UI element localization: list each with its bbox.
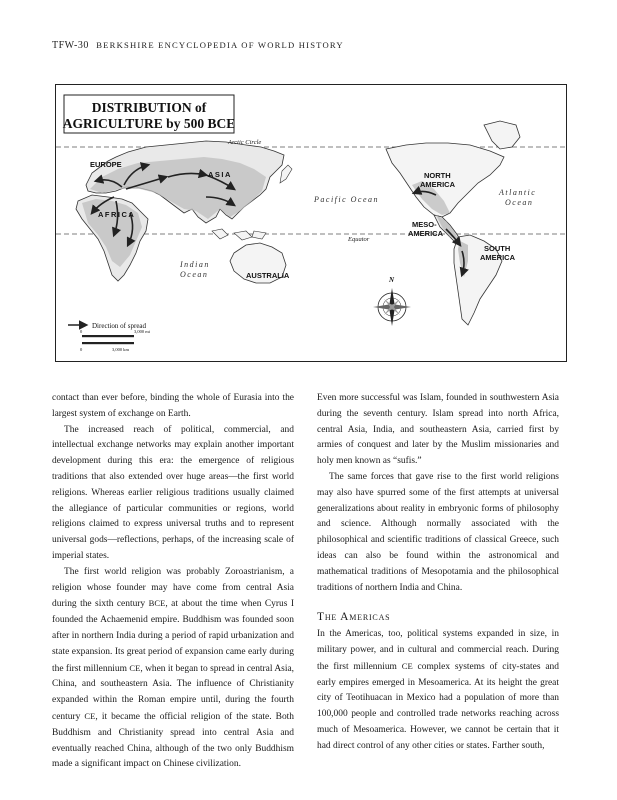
scale-mi-zero: 0: [80, 329, 83, 334]
label-asia: ASIA: [208, 170, 232, 179]
japan-islands: [280, 165, 292, 183]
running-head: [52, 40, 344, 51]
label-south-america-1: SOUTH: [484, 244, 511, 253]
greenland-landmass: [484, 121, 520, 149]
label-meso-america-2: AMERICA: [408, 229, 443, 238]
label-australia: AUSTRALIA: [246, 271, 290, 280]
equator-label: Equator: [348, 236, 370, 243]
scale-km-value: 3,000 km: [112, 347, 130, 352]
page-number: TFW-30: [52, 40, 89, 51]
map-title-line1: DISTRIBUTION of: [91, 100, 207, 115]
label-north-america-2: AMERICA: [420, 180, 455, 189]
label-atlantic-2: Ocean: [505, 198, 534, 207]
section-heading-americas: The Americas: [317, 611, 391, 624]
label-indian-2: Ocean: [180, 270, 209, 279]
label-europe: EUROPE: [90, 160, 122, 169]
label-meso-america-1: MESO-: [412, 220, 437, 229]
publication-title: BERKSHIRE ENCYCLOPEDIA OF WORLD HISTORY: [96, 40, 344, 50]
arctic-circle-label: Arctic Circle: [228, 139, 262, 146]
right-paragraph-1: Even more successful was Islam, founded in southwestern Asia during the seventh century. Islam spread into north Africa, central Asia, India, and southeastern Asia, carried first by armies of conquest and later by the Muslim missionaries and holy men known as “sufis.”: [317, 393, 559, 467]
map-title-line2: AGRICULTURE by 500 BCE: [62, 116, 236, 131]
left-paragraph-2: The increased reach of political, commercial, and intellectual exchange networks may explain another important development during this era: the emergence of religious traditions that also extended over huge areas—the first world religions. Whereas earlier religious traditions usually claimed the allegiance of particular communities or regions, world religions claimed to express universal truths and to represent universal gods—reflections, perhaps, of the increasing scale of imperial states.: [52, 424, 294, 561]
left-paragraph-3: The first world religion was probably Zoroastrianism, a religion whose founder may have come from central Asia during the sixth century BCE, at about the time when Cyrus I founded the Achaemenid empire. Buddhism was founded soon after in northern India during a period of rapid urbanization and state expansion. Its great period of expansion came early during the first millennium CE, when it began to spread in central Asia, China, and southeastern Asia. The influence of Christianity expanded within the Roman empire until, during the fourth century CE, it became the official religion of the state. Both Buddhism and Christianity spread into central Asia and eventually reached China, although of the two only Buddhism made a significant impact on Chinese civilization.: [52, 566, 295, 770]
map-canvas: [56, 85, 566, 361]
agriculture-map: [55, 84, 567, 362]
label-south-america-2: AMERICA: [480, 253, 515, 262]
legend-direction-label: Direction of spread: [92, 322, 147, 330]
indonesia-islands: [212, 229, 266, 240]
label-pacific-ocean: Pacific Ocean: [314, 195, 380, 204]
label-atlantic-1: Atlantic: [499, 188, 537, 197]
right-column: [317, 391, 559, 755]
label-indian-1: Indian: [180, 260, 210, 269]
label-africa: AFRICA: [98, 210, 136, 219]
scale-mi-value: 3,000 mi: [134, 329, 151, 334]
scale-bar-km: [82, 342, 134, 344]
compass-north-label: N: [389, 276, 395, 284]
map-legend: [68, 322, 151, 353]
right-paragraph-2: The same forces that gave rise to the first world religions may also have spurred some of the first attempts at universal generalizations about reality in embryonic forms of philosophy and science. Although normally associated with the philosophical and scientific traditions of classical Greece, such ideas can also be found within the astronomical and mathematical traditions of Mesopotamia and the philosophical traditions of northern India and China.: [317, 471, 559, 593]
left-paragraph-1: contact than ever before, binding the whole of Eurasia into the largest system of exchange on Earth.: [52, 393, 294, 419]
compass-rose-icon: [373, 288, 411, 326]
right-paragraph-3: In the Americas, too, political systems expanded in size, in military power, and in cultural and commercial reach. During the first millennium CE complex systems of city-states and early empires emerged in Mesoamerica. At its height the great city of Teotihuacan in Mexico had a population of more than 100,000 people and controlled trade networks reaching across much of Mesoamerica. However, we cannot be certain that it had direct control of any other cities or states. Farther south,: [317, 629, 559, 751]
left-column: [52, 391, 294, 773]
scale-km-zero: 0: [80, 347, 83, 352]
label-north-america-1: NORTH: [424, 171, 451, 180]
scale-bar-mi: [82, 335, 134, 337]
